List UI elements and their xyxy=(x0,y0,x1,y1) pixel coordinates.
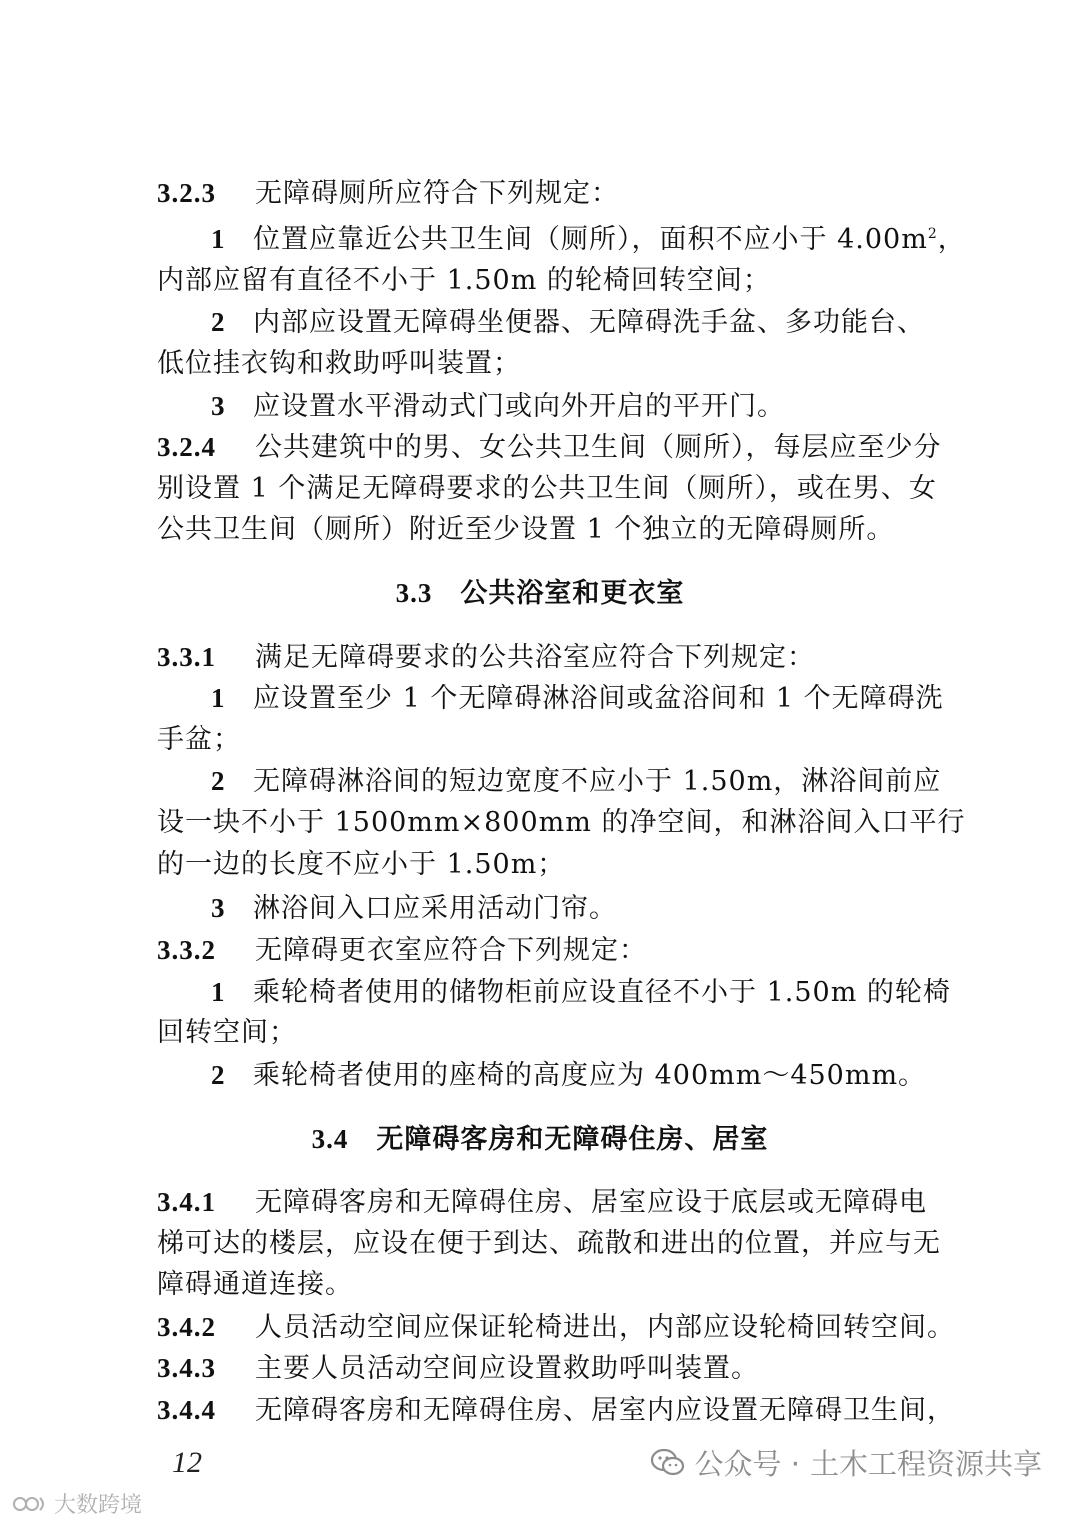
item-3-2-3-1-cont xyxy=(157,264,771,298)
clause-text: 公共建筑中的男、女公共卫生间（厕所），每层应至少分 xyxy=(255,432,942,463)
clause-3-4-1-cont2 xyxy=(157,1268,353,1302)
clause-number: 3.4.3 xyxy=(157,1353,216,1383)
clause-number: 3.4.1 xyxy=(157,1187,216,1217)
corner-watermark xyxy=(12,1488,142,1519)
item-text: 应设置水平滑动式门或向外开启的平开门。 xyxy=(253,391,785,422)
clause-number: 3.4.4 xyxy=(157,1395,216,1425)
item-text: 淋浴间入口应采用活动门帘。 xyxy=(253,893,617,924)
clause-3-4-1-cont xyxy=(157,1227,941,1261)
clause-number: 3.3.2 xyxy=(157,935,216,965)
item-3-3-2-1-cont xyxy=(157,1016,297,1050)
clause-3-2-3 xyxy=(157,176,619,211)
clause-3-4-2 xyxy=(157,1310,955,1345)
clause-text: 主要人员活动空间应设置救助呼叫装置。 xyxy=(255,1353,759,1384)
item-3-3-1-2 xyxy=(211,764,941,799)
clause-text: 障碍通道连接。 xyxy=(157,1269,353,1300)
item-number: 3 xyxy=(211,893,226,923)
item-number: 3 xyxy=(211,391,226,421)
page-number: 12 xyxy=(172,1446,202,1479)
watermark-name: 土木工程资源共享 xyxy=(809,1447,1042,1481)
item-text: 设一块不小于 1500mm×800mm 的净空间，和淋浴间入口平行 xyxy=(157,807,966,838)
clause-3-4-1 xyxy=(157,1185,927,1220)
heading-number: 3.4 xyxy=(311,1124,349,1154)
item-3-2-3-1 xyxy=(211,222,966,257)
clause-text: 人员活动空间应保证轮椅进出，内部应设轮椅回转空间。 xyxy=(255,1312,955,1343)
item-text: 位置应靠近公共卫生间（厕所），面积不应小于 4.00m xyxy=(253,224,928,255)
clause-text: 无障碍更衣室应符合下列规定： xyxy=(255,935,647,966)
wechat-watermark xyxy=(651,1442,1042,1483)
item-number: 1 xyxy=(211,224,226,254)
clause-text: 无障碍客房和无障碍住房、居室应设于底层或无障碍电 xyxy=(255,1187,927,1218)
section-heading-3-3 xyxy=(0,576,1080,611)
item-number: 1 xyxy=(211,977,226,1007)
item-3-2-3-2-cont xyxy=(157,347,521,381)
item-text: 的一边的长度不应小于 1.50m； xyxy=(157,849,566,880)
item-3-3-1-2-cont2 xyxy=(157,848,565,882)
corner-mark-text: 大数跨境 xyxy=(54,1493,143,1518)
clause-3-3-1 xyxy=(157,640,815,675)
heading-title: 无障碍客房和无障碍住房、居室 xyxy=(376,1124,769,1155)
clause-3-2-4 xyxy=(157,430,942,465)
item-number: 2 xyxy=(211,766,226,796)
wechat-icon xyxy=(651,1448,685,1478)
logo-icon xyxy=(12,1493,50,1515)
clause-text: 梯可达的楼层，应设在便于到达、疏散和进出的位置，并应与无 xyxy=(157,1228,941,1259)
clause-number: 3.2.4 xyxy=(157,432,216,462)
clause-3-2-4-cont2 xyxy=(157,513,894,547)
item-3-2-3-3 xyxy=(211,389,785,424)
item-3-3-1-3 xyxy=(211,891,617,926)
item-text: 内部应留有直径不小于 1.50m 的轮椅回转空间； xyxy=(157,265,771,296)
clause-number: 3.4.2 xyxy=(157,1312,216,1342)
item-text: 应设置至少 1 个无障碍淋浴间或盆浴间和 1 个无障碍洗 xyxy=(253,683,944,714)
item-text-end: ， xyxy=(937,224,966,255)
superscript: 2 xyxy=(927,226,938,242)
item-text: 乘轮椅者使用的座椅的高度应为 400mm～450mm。 xyxy=(253,1060,927,1091)
item-3-3-1-1-cont xyxy=(157,723,241,757)
clause-text: 无障碍厕所应符合下列规定： xyxy=(255,178,619,209)
item-text: 手盆； xyxy=(157,724,241,755)
clause-3-4-4 xyxy=(157,1393,955,1428)
clause-3-3-2 xyxy=(157,933,647,968)
item-3-2-3-2 xyxy=(211,305,925,340)
watermark-prefix: 公众号 · xyxy=(694,1447,800,1481)
clause-number: 3.3.1 xyxy=(157,642,216,672)
clause-text: 满足无障碍要求的公共浴室应符合下列规定： xyxy=(255,642,815,673)
clause-3-4-3 xyxy=(157,1351,759,1386)
item-text: 内部应设置无障碍坐便器、无障碍洗手盆、多功能台、 xyxy=(253,307,925,338)
item-text: 回转空间； xyxy=(157,1017,297,1048)
clause-text: 别设置 1 个满足无障碍要求的公共卫生间（厕所），或在男、女 xyxy=(157,473,937,504)
clause-text: 公共卫生间（厕所）附近至少设置 1 个独立的无障碍厕所。 xyxy=(157,514,895,545)
item-3-3-2-1 xyxy=(211,975,951,1010)
item-text: 乘轮椅者使用的储物柜前应设直径不小于 1.50m 的轮椅 xyxy=(253,977,951,1008)
item-number: 2 xyxy=(211,307,226,337)
item-3-3-1-1 xyxy=(211,681,944,716)
item-number: 1 xyxy=(211,683,226,713)
clause-number: 3.2.3 xyxy=(157,178,216,208)
item-text: 低位挂衣钩和救助呼叫装置； xyxy=(157,348,521,379)
item-3-3-2-2 xyxy=(211,1058,926,1093)
section-heading-3-4 xyxy=(0,1122,1080,1157)
heading-title: 公共浴室和更衣室 xyxy=(460,578,685,609)
clause-3-2-4-cont xyxy=(157,472,937,506)
item-3-3-1-2-cont xyxy=(157,806,965,840)
heading-number: 3.3 xyxy=(395,578,433,608)
clause-text: 无障碍客房和无障碍住房、居室内应设置无障碍卫生间， xyxy=(255,1395,955,1426)
item-number: 2 xyxy=(211,1060,226,1090)
item-text: 无障碍淋浴间的短边宽度不应小于 1.50m，淋浴间前应 xyxy=(253,766,942,797)
